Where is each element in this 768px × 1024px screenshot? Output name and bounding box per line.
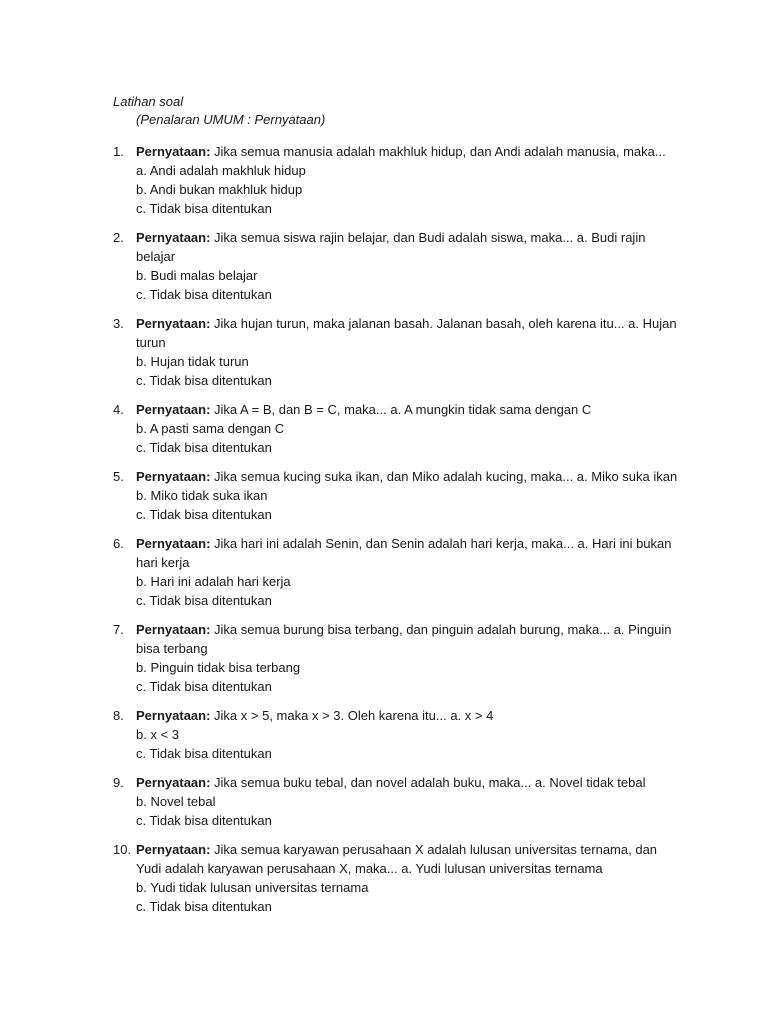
question-item [113, 467, 678, 524]
question-statement [136, 706, 678, 725]
option-b: b. Pinguin tidak bisa terbang [136, 660, 301, 675]
option-b: b. A pasti sama dengan C [136, 421, 285, 436]
statement-label: Pernyataan: [136, 469, 211, 484]
question-item [113, 228, 678, 304]
question-item [113, 142, 678, 218]
option-c: c. Tidak bisa ditentukan [136, 287, 272, 302]
question-statement [136, 400, 678, 419]
document-subtitle: (Penalaran UMUM : Pernyataan) [136, 112, 326, 127]
question-statement [136, 142, 678, 180]
statement-text: Jika hujan turun, maka jalanan basah. Jalanan basah, oleh karena itu... a. Hujan turun [136, 316, 677, 350]
question-list [113, 142, 678, 916]
question-number: 8. [113, 708, 124, 723]
option-c: c. Tidak bisa ditentukan [136, 201, 272, 216]
option-b: b. Miko tidak suka ikan [136, 488, 268, 503]
question-statement [136, 467, 678, 486]
question-item [113, 620, 678, 696]
statement-text: Jika semua burung bisa terbang, dan pinguin adalah burung, maka... a. Pinguin bisa terbang [136, 622, 672, 656]
question-statement [136, 534, 678, 572]
question-statement [136, 773, 678, 792]
question-statement [136, 228, 678, 266]
option-b: b. Novel tebal [136, 794, 216, 809]
question-number: 10. [113, 842, 132, 857]
question-statement [136, 314, 678, 352]
question-number: 2. [113, 230, 124, 245]
statement-text: Jika semua manusia adalah makhluk hidup, dan Andi adalah manusia, maka... a. Andi adalah makhluk hidup [136, 144, 666, 178]
question-item [113, 314, 678, 390]
question-statement [136, 840, 678, 878]
question-statement [136, 620, 678, 658]
question-number: 5. [113, 469, 124, 484]
question-item [113, 840, 678, 916]
question-item [113, 400, 678, 457]
option-c: c. Tidak bisa ditentukan [136, 440, 272, 455]
option-c: c. Tidak bisa ditentukan [136, 813, 272, 828]
question-number: 6. [113, 536, 124, 551]
question-number: 1. [113, 144, 124, 159]
statement-label: Pernyataan: [136, 316, 211, 331]
question-number: 9. [113, 775, 124, 790]
option-c: c. Tidak bisa ditentukan [136, 373, 272, 388]
option-c: c. Tidak bisa ditentukan [136, 507, 272, 522]
document-title: Latihan soal [113, 94, 184, 109]
statement-label: Pernyataan: [136, 230, 211, 245]
statement-text: Jika semua kucing suka ikan, dan Miko adalah kucing, maka... a. Miko suka ikan [214, 469, 678, 484]
statement-label: Pernyataan: [136, 842, 211, 857]
statement-label: Pernyataan: [136, 144, 211, 159]
option-c: c. Tidak bisa ditentukan [136, 679, 272, 694]
statement-label: Pernyataan: [136, 622, 211, 637]
option-b: b. Andi bukan makhluk hidup [136, 182, 303, 197]
option-c: c. Tidak bisa ditentukan [136, 593, 272, 608]
option-c: c. Tidak bisa ditentukan [136, 746, 272, 761]
question-number: 7. [113, 622, 124, 637]
option-b: b. Budi malas belajar [136, 268, 258, 283]
question-number: 3. [113, 316, 124, 331]
statement-text: Jika semua siswa rajin belajar, dan Budi adalah siswa, maka... a. Budi rajin belajar [136, 230, 646, 264]
question-number: 4. [113, 402, 124, 417]
statement-label: Pernyataan: [136, 708, 211, 723]
option-b: b. Hari ini adalah hari kerja [136, 574, 291, 589]
statement-text: Jika semua buku tebal, dan novel adalah buku, maka... a. Novel tidak tebal [214, 775, 646, 790]
option-b: b. Yudi tidak lulusan universitas ternama [136, 880, 369, 895]
statement-text: Jika hari ini adalah Senin, dan Senin adalah hari kerja, maka... a. Hari ini bukan hari kerja [136, 536, 672, 570]
statement-text: Jika semua karyawan perusahaan X adalah lulusan universitas ternama, dan Yudi adalah karyawan perusahaan X, maka... a. Yudi lulusan universitas ternama [136, 842, 658, 876]
question-item [113, 706, 678, 763]
statement-text: Jika x > 5, maka x > 3. Oleh karena itu... a. x > 4 [214, 708, 494, 723]
option-c: c. Tidak bisa ditentukan [136, 899, 272, 914]
option-b: b. x < 3 [136, 727, 179, 742]
question-item [113, 773, 678, 830]
statement-label: Pernyataan: [136, 536, 211, 551]
statement-text: Jika A = B, dan B = C, maka... a. A mungkin tidak sama dengan C [214, 402, 592, 417]
statement-label: Pernyataan: [136, 402, 211, 417]
question-item [113, 534, 678, 610]
statement-label: Pernyataan: [136, 775, 211, 790]
option-b: b. Hujan tidak turun [136, 354, 249, 369]
